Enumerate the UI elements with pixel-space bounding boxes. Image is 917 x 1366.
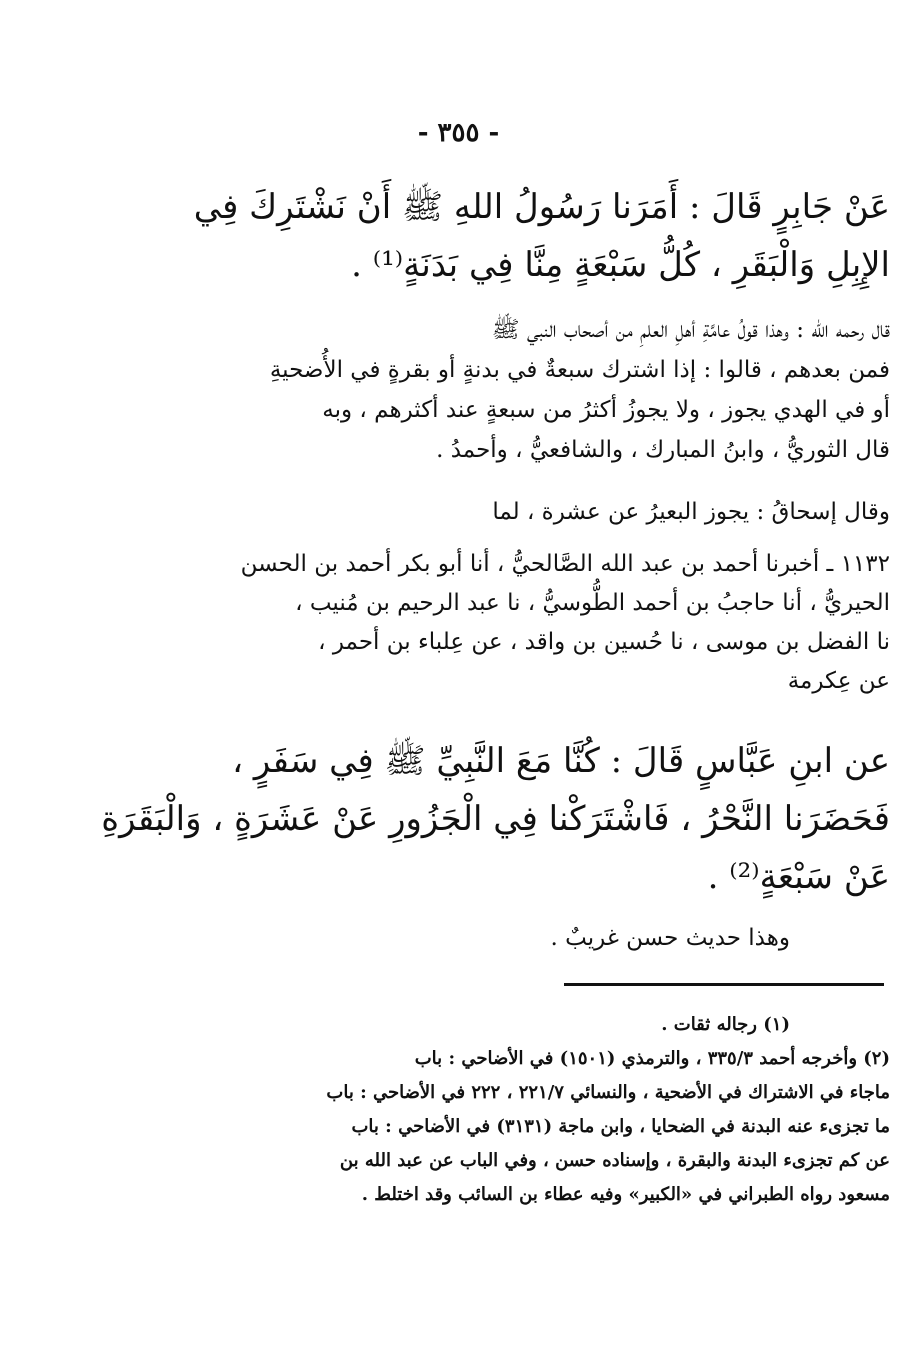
footnote-line: ما تجزىء عنه البدنة في الضحايا ، وابن ماجة (٣١٣١) في الأضاحي : باب xyxy=(351,1116,890,1137)
commentary-ishaq xyxy=(190,492,890,532)
isnad-line: نا الفضل بن موسى ، نا حُسين بن واقد ، عن عِلباء بن أحمر ، xyxy=(318,629,890,655)
hadith-jabir-line: عَنْ جَابِرٍ قَالَ : أَمَرَنا رَسُولُ اللهِ ﷺ أَنْ نَشْتَرِكَ فِي xyxy=(193,187,890,227)
commentary-line: وهذا حديث حسن غريبٌ . xyxy=(550,925,790,951)
footnote-line: (١) رجاله ثقات . xyxy=(661,1014,790,1035)
footnote-separator xyxy=(564,983,884,986)
hadith-ibn-abbas-line: عَنْ سَبْعَةٍ⁽²⁾ . xyxy=(707,857,890,897)
commentary-line: قال الثوريُّ ، وابنُ المبارك ، والشافعيُّ ، وأحمدُ . xyxy=(436,437,890,463)
commentary-line: فمن بعدهم ، قالوا : إذا اشترك سبعةٌ في بدنةٍ أو بقرةٍ في الأُضحيةِ xyxy=(269,357,890,383)
hadith-ibn-abbas-line: فَحَضَرَنا النَّحْرُ ، فَاشْتَرَكْنا فِي الْجَزُورِ عَنْ عَشَرَةٍ ، وَالْبَقَرَةِ xyxy=(101,799,890,839)
commentary-line: أو في الهدي يجوز ، ولا يجوزُ أكثرُ من سبعةٍ عند أكثرهم ، وبه xyxy=(322,397,890,423)
isnad-1132 xyxy=(190,545,890,701)
isnad-line: الحيريُّ ، أنا حاجبُ بن أحمد الطُّوسيُّ ، نا عبد الرحيم بن مُنيب ، xyxy=(295,590,890,616)
commentary-grading xyxy=(190,918,890,958)
hadith-ibn-abbas xyxy=(101,732,890,906)
hadith-jabir xyxy=(190,178,890,294)
hadith-jabir-line: الإِبِلِ وَالْبَقَرِ ، كُلُّ سَبْعَةٍ مِنَّا فِي بَدَنَةٍ⁽¹⁾ . xyxy=(351,245,890,285)
footnote-line: ماجاء في الاشتراك في الأضحية ، والنسائي ٢٢١/٧ ، ٢٢٢ في الأضاحي : باب xyxy=(326,1082,890,1103)
isnad-line: ١١٣٢ ـ أخبرنا أحمد بن عبد الله الصَّالحيُّ ، أنا أبو بكر أحمد بن الحسن xyxy=(240,551,890,577)
hadith-ibn-abbas-line: عن ابنِ عَبَّاسٍ قَالَ : كُنَّا مَعَ النَّبِيِّ ﷺ فِي سَفَرٍ ، xyxy=(232,741,890,781)
page-number: - ٣٥٥ - xyxy=(417,118,500,148)
commentary-line: قال رحمه الله : وهذا قولُ عامَّةِ أهلِ العلمِ من أصحاب النبي ﷺ xyxy=(491,317,890,343)
footnotes xyxy=(190,1008,890,1212)
footnote-line: عن كم تجزىء البدنة والبقرة ، وإسناده حسن ، وفي الباب عن عبد الله بن xyxy=(339,1150,890,1171)
commentary-scholars xyxy=(190,310,890,470)
footnote-line: (٢) وأخرجه أحمد ٣٣٥/٣ ، والترمذي (١٥٠١) في الأضاحي : باب xyxy=(414,1048,890,1069)
commentary-line: وقال إسحاقُ : يجوز البعيرُ عن عشرة ، لما xyxy=(492,499,890,525)
footnote-line: مسعود رواه الطبراني في «الكبير» وفيه عطاء بن السائب وقد اختلط . xyxy=(361,1184,890,1205)
isnad-line: عن عِكرمة xyxy=(787,668,890,694)
